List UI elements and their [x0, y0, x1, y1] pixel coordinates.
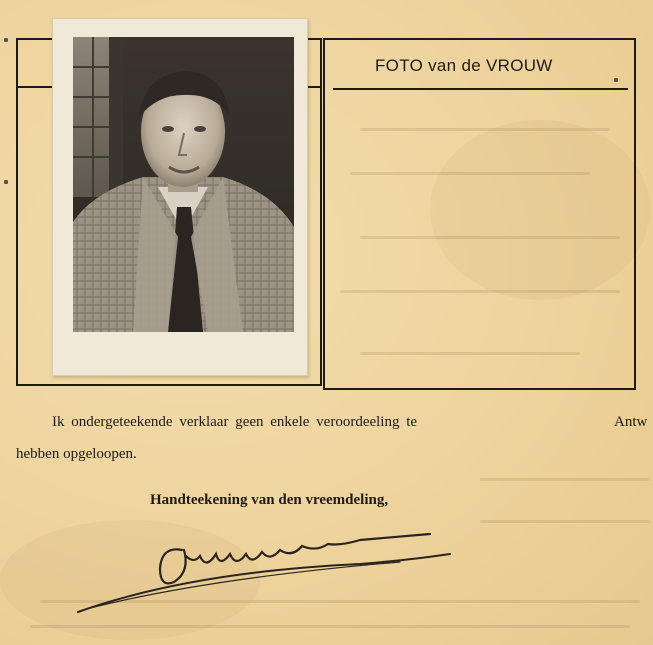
paper-mark — [4, 38, 8, 42]
bleed-through-text — [30, 625, 630, 628]
bleed-through-text — [480, 520, 650, 523]
signature-label: Handteekening van den vreemdeling, — [150, 492, 389, 508]
photo-frame-wife — [323, 38, 636, 390]
photo-label-wife: FOTO van de VROUW — [375, 56, 553, 75]
portrait-photo — [73, 37, 294, 332]
frame-divider — [333, 88, 628, 90]
declaration-line-2: hebben opgeloopen. — [16, 446, 137, 462]
pasted-photo — [52, 18, 308, 376]
paper-mark — [4, 180, 8, 184]
handwritten-signature — [70, 520, 470, 620]
paper-mark — [614, 78, 618, 82]
portrait-illustration — [73, 37, 294, 332]
bleed-through-text — [480, 478, 650, 481]
declaration-line-1: Ik ondergeteekende verklaar geen enkele veroordeeling te — [52, 414, 418, 430]
edge-text: Antw — [614, 414, 648, 430]
